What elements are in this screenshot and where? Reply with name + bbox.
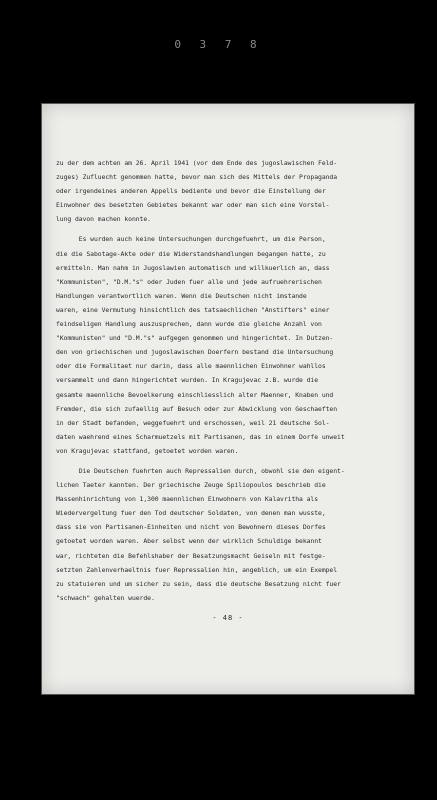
text-line: Einwohner des besetzten Gebietes bekannt war oder man sich eine Vorstel- <box>56 201 330 210</box>
text-line: war, richteten die Befehlshaber der Besatzungsmacht Geiseln mit festge- <box>56 551 326 560</box>
text-line: den von griechischen und jugoslawischen Doerfern bestand die Untersuchung <box>56 348 334 357</box>
text-line: Massenhinrichtung von 1,300 maennlichen Einwohnern von Kalavritha als <box>56 495 319 504</box>
text-line: Die Deutschen fuehrten auch Repressalien durch, obwohl sie den eigent- <box>56 466 345 475</box>
text-line: oder irgendeines anderen Appells bediente und bevor die Einstellung der <box>56 187 326 196</box>
text-line: zu der dem achten am 26. April 1941 (vor dem Ende des jugoslawischen Feld- <box>56 159 338 167</box>
page-number: - 48 - <box>212 614 244 622</box>
text-line: setzten Zahlenverhaeltnis fuer Repressalien hin, angeblich, um ein Exempel <box>56 565 338 574</box>
text-line: feindseligen Handlung auszusprechen, dann wurde die gleiche Anzahl von <box>56 320 322 329</box>
text-line: in der Stadt befanden, weggefuehrt und erschossen, weil 21 deutsche Sol- <box>56 418 330 427</box>
text-line: daten waehrend eines Scharmuetzels mit Partisanen, das in einem Dorfe unweit <box>56 432 345 441</box>
text-line: lichen Taeter kannten. Der griechische Zeuge Spiliopoulos beschrieb die <box>56 481 326 490</box>
text-line: gesamte maennliche Bevoelkerung einschliesslich alter Maenner, Knaben und <box>56 390 334 399</box>
text-line: zu statuieren und um sicher zu sein, dass die deutsche Besatzung nicht fuer <box>56 579 341 588</box>
text-line: "Kommunisten", "D.M."s" oder Juden fuer alle und jede aufruehrerischen <box>56 277 322 286</box>
text-line: Es wurden auch keine Untersuchungen durchgefuehrt, um die Person, <box>56 235 326 244</box>
text-line: "schwach" gehalten wuerde. <box>56 593 155 602</box>
text-line: lung davon machen konnte. <box>56 215 151 224</box>
text-line: waren, eine Vermutung hinsichtlich des tatsaechlichen "Anstifters" einer <box>56 305 330 314</box>
text-line: Wiedervergeltung fuer den Tod deutscher Soldaten, von denen man wusste, <box>56 509 326 518</box>
text-line: oder die Formalitaet nur darin, dass alle maennlichen Einwohner wahllos <box>56 362 326 371</box>
text-line: zuges) Zufluecht genommen hatte, bevor man sich des Mittels der Propaganda <box>56 173 338 182</box>
text-line: "Kommunisten" und "D.M."s" aufgegen genommen und hingerichtet. In Dutzen- <box>56 334 334 343</box>
text-line: getoetet worden waren. Aber selbst wenn der wirklich Schuldige bekannt <box>56 537 322 546</box>
text-line: Fremder, die sich zufaellig auf Besuch oder zur Abwicklung von Geschaeften <box>56 404 338 413</box>
document-body-text <box>56 156 398 605</box>
document-page <box>42 104 414 694</box>
text-line: dass sie von Partisanen-Einheiten und nicht von Bewohnern dieses Dorfes <box>56 523 326 532</box>
text-line: Handlungen verantwortlich waren. Wenn die Deutschen nicht imstande <box>56 291 307 300</box>
text-line: die die Sabotage-Akte oder die Widerstandshandlungen begangen hatte, zu <box>56 249 326 258</box>
text-line: versammelt und dann hingerichtet wurden. In Kragujevac z.B. wurde die <box>56 376 319 385</box>
text-line: ermitteln. Man nahm in Jugoslawien automatisch und willkuerlich an, dass <box>56 263 330 272</box>
microfilm-frame-number: 0 3 7 8 <box>174 38 263 51</box>
text-line: von Kragujevac stattfand, getoetet worden waren. <box>56 446 239 455</box>
